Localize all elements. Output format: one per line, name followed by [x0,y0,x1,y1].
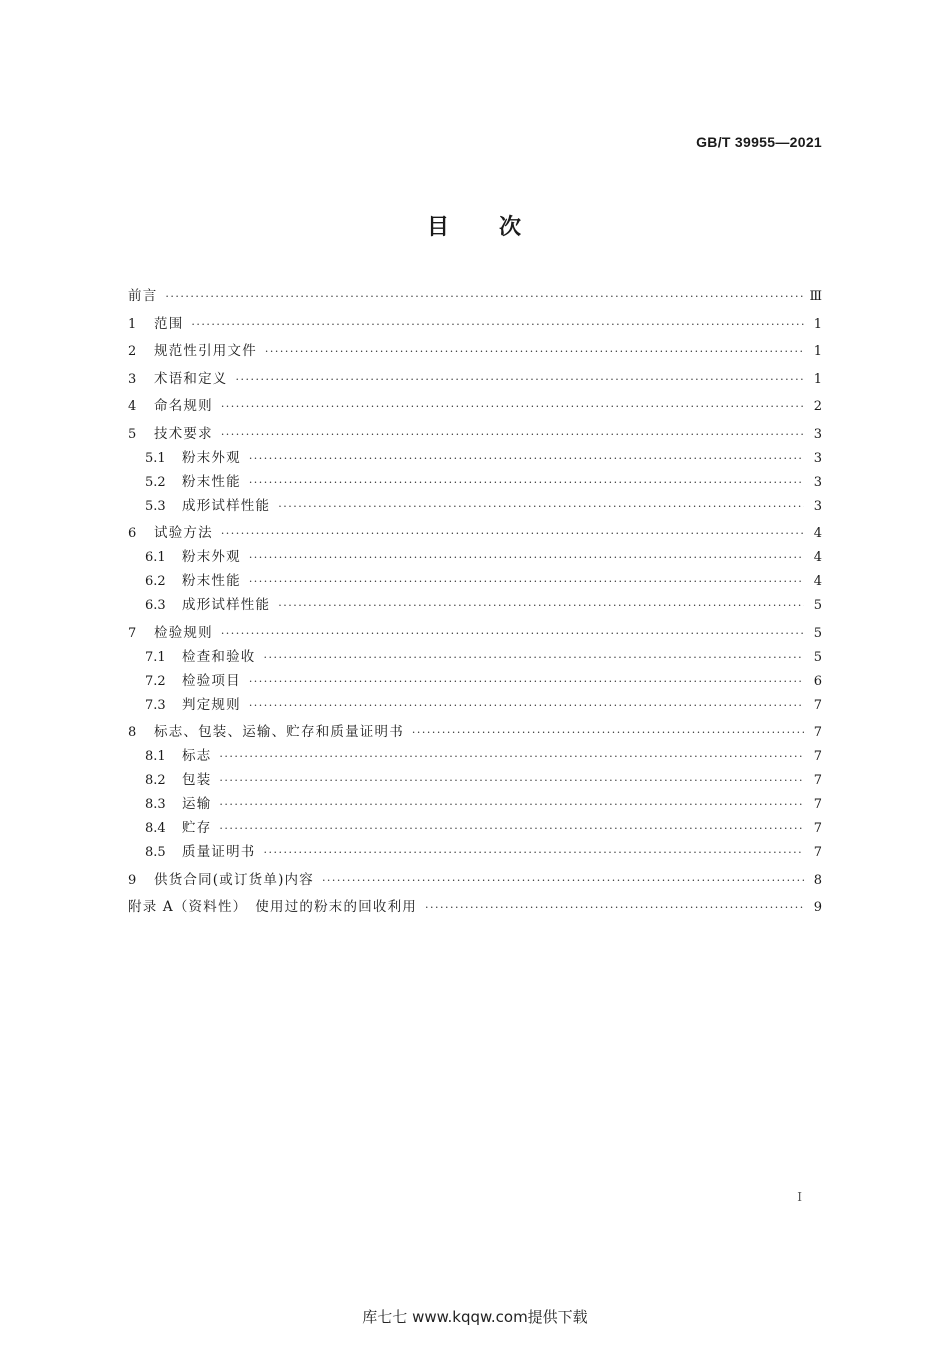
toc-entry[interactable] [128,545,822,569]
toc-leader-dots [249,546,804,570]
toc-entry-page: 3 [813,498,822,514]
toc-entry-page: 7 [813,725,822,740]
toc-entry-number: 3 [128,371,137,387]
toc-entry-number: 5 [128,426,137,442]
toc-entry-number: 7 [128,625,137,641]
toc-entry-page: 9 [813,900,822,915]
toc-entry-number: 8.4 [145,821,166,836]
toc-entry[interactable] [128,744,822,768]
toc-leader-dots [219,769,804,793]
toc-entry-page: 6 [813,673,822,689]
toc-entry-label: 命名规则 [154,398,213,414]
toc-leader-dots [219,817,804,841]
toc-entry-page: 7 [813,697,822,713]
toc-entry[interactable] [128,816,822,840]
toc-entry-number: 6.2 [145,574,166,589]
toc-entry-label: 粉末外观 [182,549,241,565]
toc-entry-page: 4 [813,550,822,565]
toc-entry[interactable] [128,494,822,518]
toc-entry-label: 检验项目 [182,672,241,689]
toc-leader-dots [425,896,804,920]
toc-entry-page: 7 [813,773,822,788]
toc-entry[interactable] [128,768,822,792]
toc-entry-label: 粉末外观 [182,449,241,466]
toc-entry-number: 5.1 [145,450,166,466]
toc-leader-dots [264,841,805,865]
toc-entry-number: 7.3 [145,697,166,713]
toc-leader-dots [249,471,804,495]
page-number: I [797,1190,802,1204]
toc-entry-number: 8.3 [145,797,166,812]
toc-entry[interactable] [128,645,822,669]
toc-entry-label: 贮存 [182,820,212,836]
standard-code: GB/T 39955—2021 [696,134,822,150]
toc-entry-page: 4 [813,526,822,541]
toc-entry-label: 技术要求 [154,425,213,442]
toc-leader-dots [165,285,804,309]
toc-entry-number: 6 [128,526,137,541]
toc-entry[interactable] [128,792,822,816]
toc-entry-label: 检查和验收 [182,648,256,665]
toc-entry-page: 3 [813,450,822,466]
page-title-char-1: 目 [426,215,451,240]
toc-entry-number: 8.2 [145,773,166,788]
toc-leader-dots [236,368,805,392]
toc-entry-label: 范围 [154,315,184,332]
toc-entry-label: 判定规则 [182,696,241,713]
toc-entry[interactable] [128,895,822,919]
toc-entry-page: 1 [813,316,822,332]
toc-entry[interactable] [128,868,822,892]
toc-entry-page: 7 [813,749,822,764]
toc-entry-page: 2 [813,399,822,414]
toc-leader-dots [322,869,804,893]
toc-entry-label: 粉末性能 [182,473,241,490]
toc-entry[interactable] [128,569,822,593]
toc-entry-page: 5 [813,598,822,613]
toc-leader-dots [249,570,804,594]
toc-entry-page: 3 [813,426,822,442]
page-title [0,210,950,241]
toc-leader-dots [265,340,804,364]
toc-entry[interactable] [128,621,822,645]
toc-entry-label: 检验规则 [154,624,213,641]
toc-entry[interactable] [128,593,822,617]
toc-entry-label: 标志 [182,748,212,764]
toc-entry-page: 7 [813,797,822,812]
toc-entry-number: 8.5 [145,845,166,860]
toc-leader-dots [191,313,804,337]
toc-entry-number: 8.1 [145,749,166,764]
toc-leader-dots [219,793,804,817]
toc-entry-page: 4 [813,574,822,589]
toc-entry[interactable] [128,339,822,363]
toc-entry-label: 附录 A（资料性） 使用过的粉末的回收利用 [128,899,417,915]
toc-entry-number: 5.3 [145,498,166,514]
toc-entry-label: 运输 [182,796,212,812]
toc-entry-page: Ⅲ [809,289,822,304]
toc-leader-dots [221,622,804,646]
toc-entry[interactable] [128,312,822,336]
toc-entry-label: 质量证明书 [182,844,256,860]
toc-entry-label: 前言 [128,288,158,304]
toc-entry-number: 6.3 [145,598,166,613]
toc-entry[interactable] [128,470,822,494]
toc-leader-dots [221,522,804,546]
toc-entry-number: 7.1 [145,649,166,665]
toc-entry-label: 标志、包装、运输、贮存和质量证明书 [154,724,404,740]
toc-leader-dots [249,694,804,718]
toc-entry[interactable] [128,367,822,391]
toc-entry-label: 粉末性能 [182,573,241,589]
toc-entry-number: 4 [128,399,137,414]
toc-leader-dots [221,423,804,447]
toc-entry-number: 2 [128,344,137,359]
toc-entry-label: 规范性引用文件 [154,343,257,359]
toc-entry-number: 1 [128,316,137,332]
toc-leader-dots [249,670,804,694]
toc-entry-label: 包装 [182,772,212,788]
toc-entry-label: 成形试样性能 [182,497,271,514]
toc-leader-dots [221,395,804,419]
toc-entry[interactable] [128,446,822,470]
toc-entry[interactable] [128,693,822,717]
toc-entry-number: 5.2 [145,474,166,490]
toc-entry-number: 7.2 [145,673,166,689]
toc-entry[interactable] [128,840,822,864]
toc-entry-page: 5 [813,625,822,641]
toc-entry-page: 1 [813,371,822,387]
toc-entry[interactable] [128,284,822,308]
toc-entry-label: 术语和定义 [154,370,228,387]
toc-entry-label: 供货合同(或订货单)内容 [154,871,314,888]
toc-leader-dots [249,447,804,471]
toc-entry-number: 6.1 [145,550,166,565]
toc-entry-number: 8 [128,725,137,740]
toc-entry-number: 9 [128,872,137,888]
toc-leader-dots [412,721,804,745]
page-title-char-2: 次 [499,215,524,240]
toc-entry-page: 5 [813,649,822,665]
toc-entry-label: 成形试样性能 [182,597,271,613]
toc-entry[interactable] [128,394,822,418]
toc-entry-page: 3 [813,474,822,490]
toc-leader-dots [264,646,805,670]
toc-entry-label: 试验方法 [154,525,213,541]
footer-watermark: 库七七 www.kqqw.com提供下载 [362,1308,588,1326]
toc-leader-dots [278,495,804,519]
toc-entry[interactable] [128,422,822,446]
toc-entry-page: 7 [813,821,822,836]
toc-entry-page: 8 [813,872,822,888]
toc-leader-dots [219,745,804,769]
toc-entry[interactable] [128,720,822,744]
table-of-contents [128,284,822,919]
toc-entry-page: 1 [813,344,822,359]
toc-entry[interactable] [128,521,822,545]
toc-entry-page: 7 [813,845,822,860]
toc-leader-dots [278,594,804,618]
toc-entry[interactable] [128,669,822,693]
